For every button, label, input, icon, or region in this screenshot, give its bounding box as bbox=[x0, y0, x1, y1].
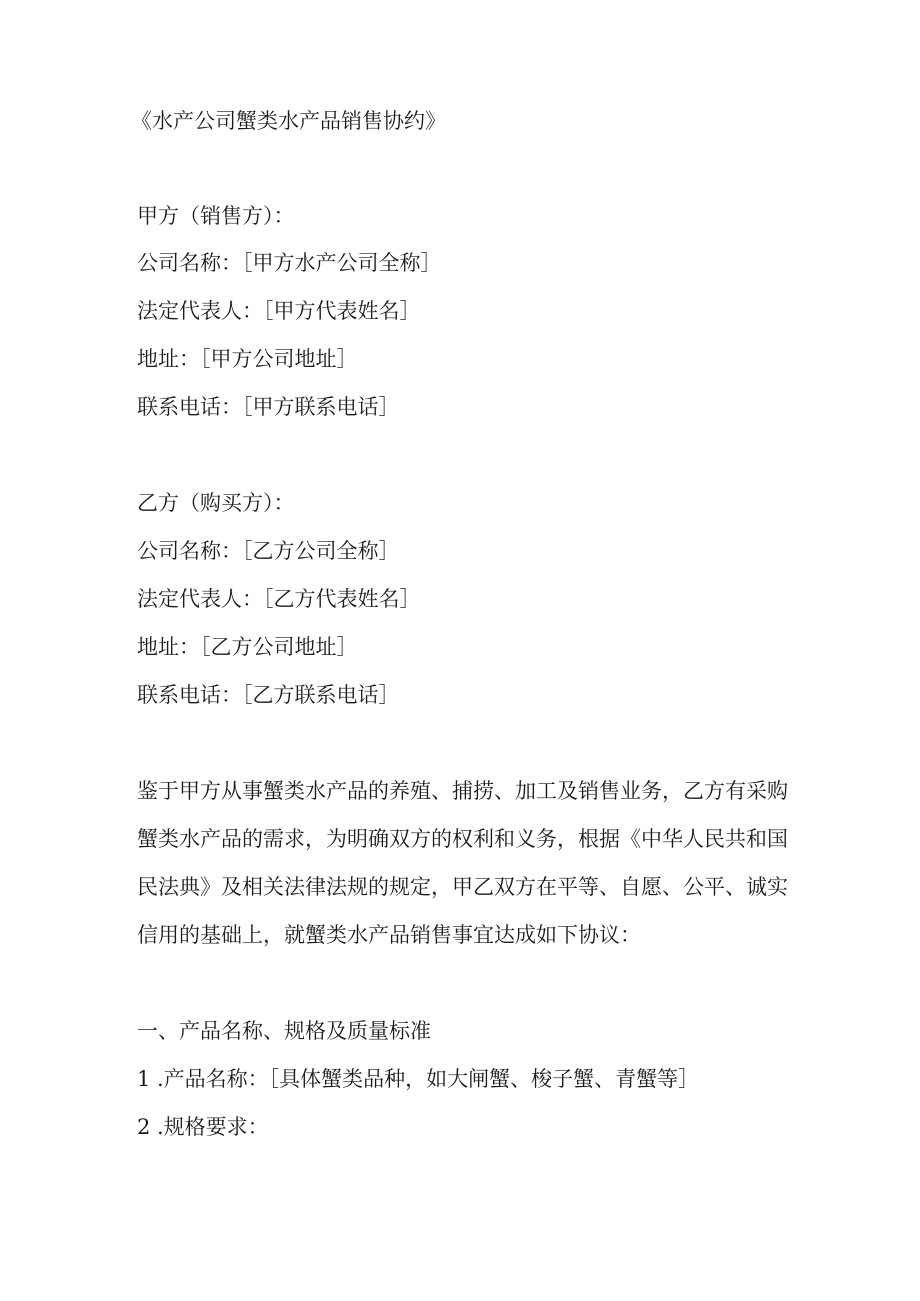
preamble-paragraph bbox=[137, 777, 788, 969]
party-b-heading: 乙方（购买方）： bbox=[137, 491, 295, 515]
party-a-company-name: 公司名称：［甲方水产公司全称］ bbox=[137, 251, 442, 275]
preamble-line-3: 民法典》及相关法律法规的规定，甲乙双方在平等、自愿、公平、诚实 bbox=[137, 875, 788, 899]
preamble-line-1: 鉴于甲方从事蟹类水产品的养殖、捕捞、加工及销售业务，乙方有采购 bbox=[137, 779, 788, 803]
party-b-address: 地址：［乙方公司地址］ bbox=[137, 635, 358, 659]
party-b-legal-rep: 法定代表人：［乙方代表姓名］ bbox=[137, 587, 421, 611]
document-title: 《水产公司蟹类水产品销售协约》 bbox=[131, 109, 446, 133]
section-1-heading: 一、产品名称、规格及质量标准 bbox=[137, 1019, 431, 1043]
party-a-phone: 联系电话：［甲方联系电话］ bbox=[137, 395, 400, 419]
preamble-line-2: 蟹类水产品的需求，为明确双方的权利和义务，根据《中华人民共和国 bbox=[137, 827, 788, 851]
item-number: 1 bbox=[137, 1067, 151, 1091]
item-text: .规格要求： bbox=[157, 1115, 269, 1139]
section-1-item-1 bbox=[137, 1065, 699, 1093]
party-a-address: 地址：［甲方公司地址］ bbox=[137, 347, 358, 371]
party-b-phone: 联系电话：［乙方联系电话］ bbox=[137, 683, 400, 707]
party-a-legal-rep: 法定代表人：［甲方代表姓名］ bbox=[137, 299, 421, 323]
party-b-company-name: 公司名称：［乙方公司全称］ bbox=[137, 539, 400, 563]
section-1-item-2 bbox=[137, 1113, 269, 1141]
party-a-heading: 甲方（销售方）： bbox=[137, 204, 295, 228]
item-number: 2 bbox=[137, 1115, 151, 1139]
item-text: .产品名称：［具体蟹类品种，如大闸蟹、梭子蟹、青蟹等］ bbox=[157, 1067, 700, 1091]
preamble-line-4: 信用的基础上，就蟹类水产品销售事宜达成如下协议： bbox=[137, 923, 641, 947]
